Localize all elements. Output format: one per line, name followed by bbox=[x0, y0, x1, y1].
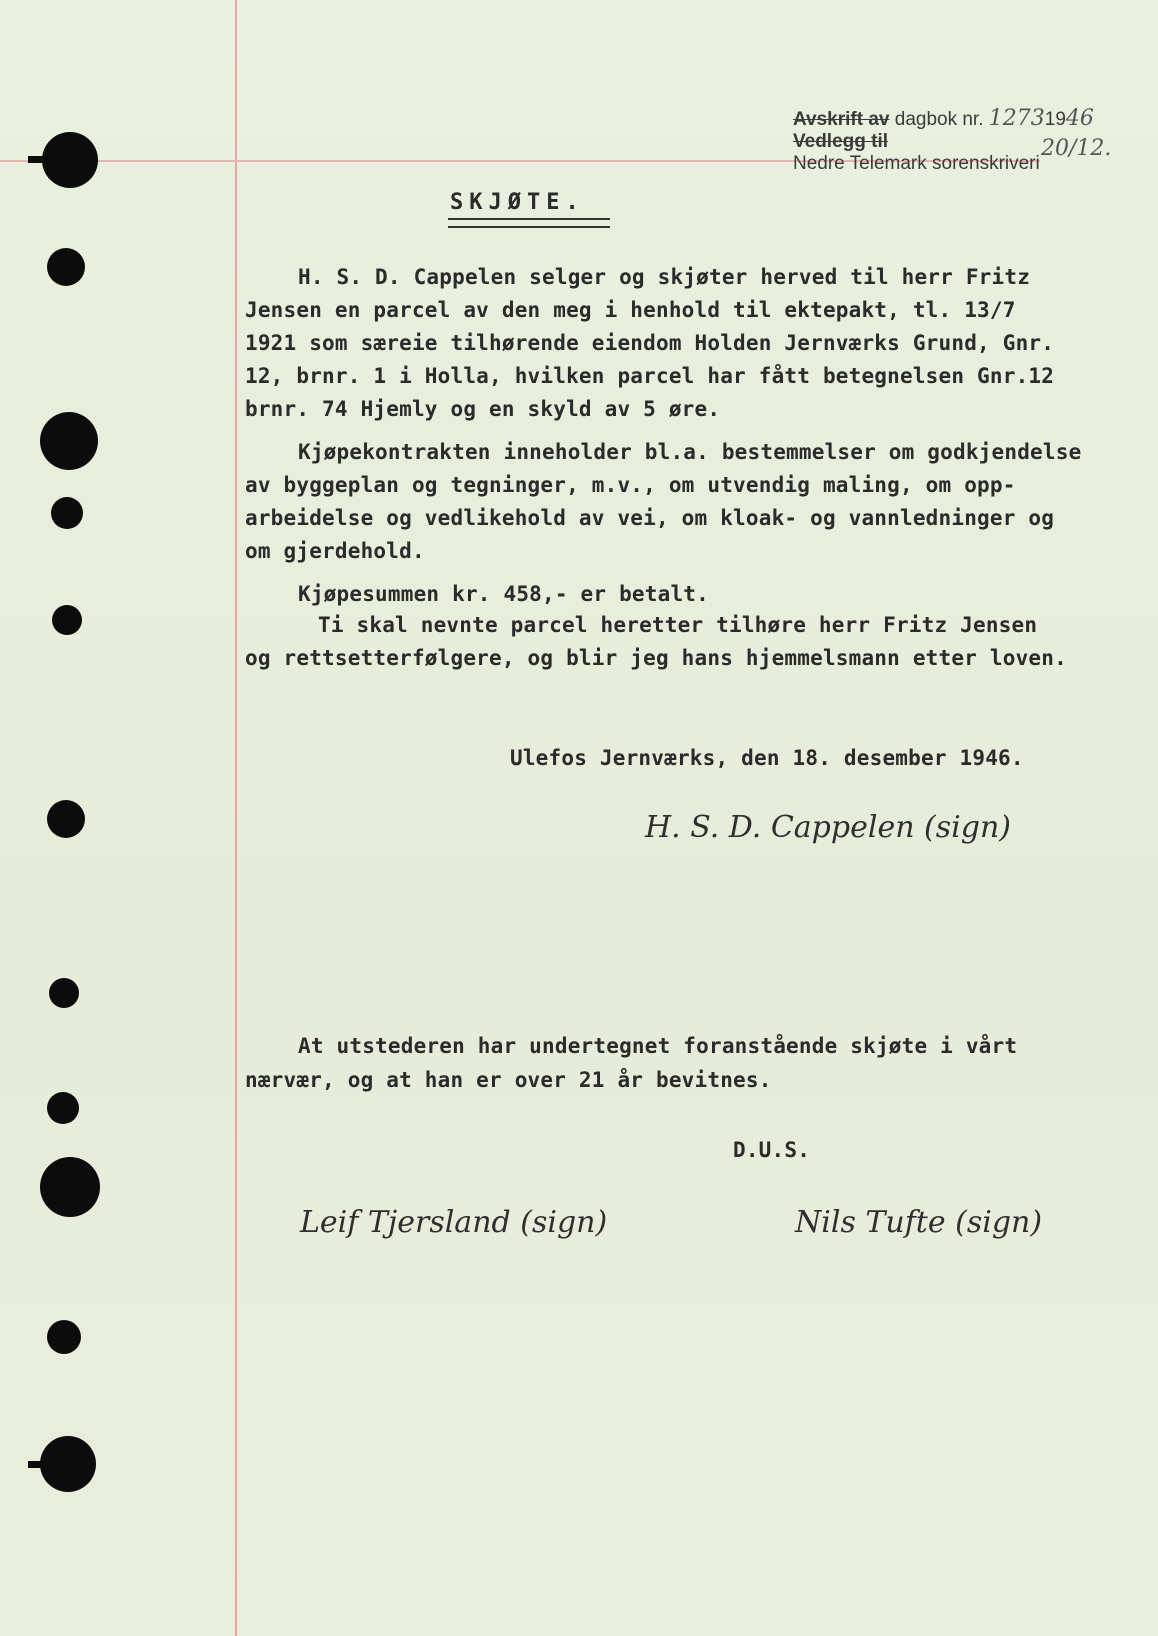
body-line: Ti skal nevnte parcel heretter tilhøre herr Fritz Jensen bbox=[318, 613, 1038, 637]
binder-hole bbox=[47, 248, 85, 286]
body-line: 12, brnr. 1 i Holla, hvilken parcel har fått betegnelsen Gnr.12 bbox=[245, 364, 1055, 388]
binder-hole bbox=[52, 605, 82, 635]
dus-label: D.U.S. bbox=[733, 1138, 811, 1162]
binder-hole bbox=[40, 1157, 100, 1217]
body-line: arbeidelse og vedlikehold av vei, om kloak- og vannledninger og bbox=[245, 506, 1055, 530]
body-line: Kjøpesummen kr. 458,- er betalt. bbox=[298, 582, 709, 606]
registry-stamp bbox=[793, 106, 1112, 175]
binder-hole bbox=[40, 412, 98, 470]
place-date: Ulefos Jernværks, den 18. desember 1946. bbox=[510, 746, 1024, 770]
margin-rule bbox=[235, 0, 237, 1636]
body-line: og rettsetterfølgere, og blir jeg hans hjemmelsmann etter loven. bbox=[245, 646, 1067, 670]
stamp-year-printed: 19 bbox=[1044, 109, 1066, 130]
stamp-dagbok-label: dagbok nr. bbox=[894, 109, 984, 130]
body-line: brnr. 74 Hjemly og en skyld av 5 øre. bbox=[245, 397, 721, 421]
body-line: 1921 som særeie tilhørende eiendom Holden Jernværks Grund, Gnr. bbox=[245, 331, 1055, 355]
binder-hole bbox=[47, 800, 85, 838]
binder-hole bbox=[47, 1092, 79, 1124]
body-line: Kjøpekontrakten inneholder bl.a. bestemmelser om godkjendelse bbox=[298, 440, 1082, 464]
stamp-date: 20/12. bbox=[1041, 136, 1112, 161]
body-line: om gjerdehold. bbox=[245, 539, 425, 563]
witness-line: At utstederen har undertegnet foranstående skjøte i vårt bbox=[298, 1034, 1018, 1058]
seller-signature: H. S. D. Cappelen (sign) bbox=[645, 810, 1011, 845]
stamp-year-handwritten: 46 bbox=[1065, 106, 1094, 131]
body-line: Jensen en parcel av den meg i henhold til ektepakt, tl. 13/7 bbox=[245, 298, 1016, 322]
body-line: H. S. D. Cappelen selger og skjøter herved til herr Fritz bbox=[298, 265, 1031, 289]
document-title: SKJØTE. bbox=[450, 190, 585, 215]
binder-hole bbox=[49, 978, 79, 1008]
title-underline bbox=[448, 218, 610, 228]
binder-hole bbox=[51, 497, 83, 529]
stamp-court-name: Nedre Telemark sorenskriveri bbox=[793, 153, 1040, 174]
binder-hole bbox=[47, 1320, 81, 1354]
binder-hole bbox=[40, 1436, 96, 1492]
binder-hole bbox=[42, 132, 98, 188]
body-line: av byggeplan og tegninger, m.v., om utvendig maling, om opp- bbox=[245, 473, 1016, 497]
witness-line: nærvær, og at han er over 21 år bevitnes. bbox=[245, 1068, 772, 1092]
stamp-struck-2: Vedlegg til bbox=[793, 131, 889, 152]
witness2-signature: Nils Tufte (sign) bbox=[795, 1205, 1043, 1240]
witness1-signature: Leif Tjersland (sign) bbox=[300, 1205, 608, 1240]
stamp-struck-1: Avskrift av bbox=[793, 109, 890, 130]
stamp-dagbok-number: 1273 bbox=[988, 106, 1045, 131]
